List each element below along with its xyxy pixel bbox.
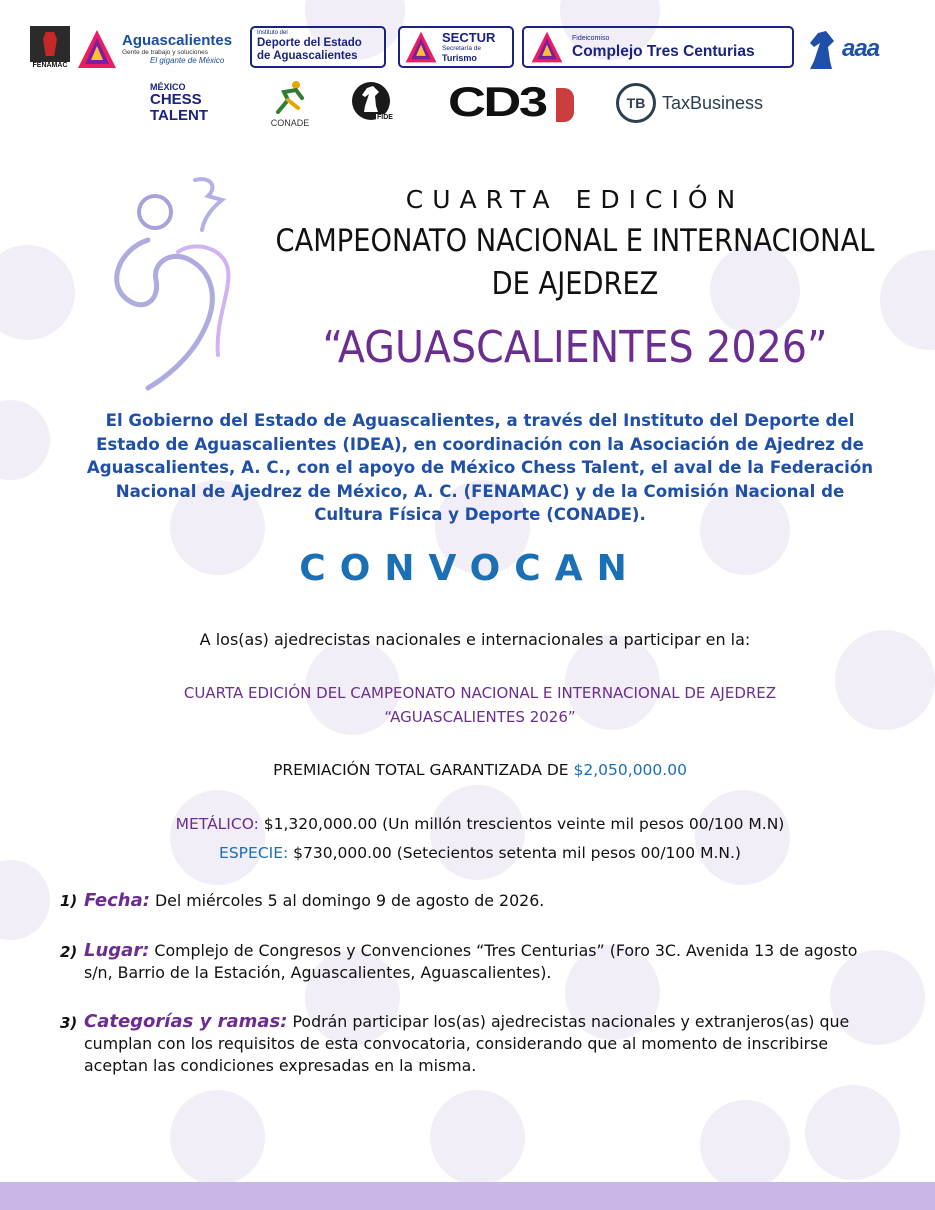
sectur-sub2: Turismo [442, 53, 477, 63]
bg-circle [0, 400, 50, 480]
fideicomiso-small: Fideicomiso [572, 35, 610, 42]
knight-icon [804, 27, 838, 71]
bg-circle [700, 1100, 790, 1190]
aguascalientes-slogan: El gigante de México [150, 56, 225, 65]
metalico-label: METÁLICO: [175, 815, 259, 833]
fideicomiso-a-icon [530, 30, 564, 64]
instituto-deporte-logo [250, 26, 386, 68]
especie-value: $730,000.00 (Setecientos setenta mil pesos 00/100 M.N.) [288, 844, 741, 862]
footer-bar [0, 1182, 935, 1210]
fenamac-label: FENAMAC [32, 62, 68, 69]
section-categorias [60, 1011, 880, 1077]
cd3-logo [448, 80, 580, 126]
prize-total [60, 761, 900, 779]
invite-text: A los(as) ajedrecistas nacionales e internacionales a participar en la: [199, 630, 751, 649]
fideicomiso-logo [522, 26, 794, 68]
bg-circle [0, 860, 50, 940]
aaa-label: aaa [842, 35, 880, 62]
cd3-label: CD3 [448, 78, 546, 125]
prize-especie [40, 844, 920, 862]
chess-figure-illustration [100, 170, 260, 395]
event-name-line1: CUARTA EDICIÓN DEL CAMPEONATO NACIONAL E INTERNACIONAL DE AJEDREZ [183, 684, 777, 702]
event-name-line2: “AGUASCALIENTES 2026” [384, 708, 576, 726]
instituto-line2: de Aguascalientes [257, 50, 358, 62]
prize-total-amount: $2,050,000.00 [573, 761, 687, 779]
prize-total-label: PREMIACIÓN TOTAL GARANTIZADA DE [273, 761, 574, 779]
fide-logo [350, 80, 410, 126]
aguascalientes-name: Aguascalientes [122, 32, 233, 49]
championship-title: CAMPEONATO NACIONAL E INTERNACIONAL [275, 223, 875, 259]
especie-label: ESPECIE: [219, 844, 289, 862]
section-number: 1) [60, 892, 78, 910]
bg-circle [430, 1090, 525, 1185]
section-text: Podrán participar los(as) ajedrecistas nacionales y extranjeros(as) que cumplan con los requisitos de esta convocatoria, considerando que al momento de inscribirse aceptan las condiciones expresadas en la misma. [84, 1012, 850, 1075]
section-number: 3) [60, 1014, 78, 1032]
fide-label: FIDE [377, 114, 393, 121]
section-heading: Lugar: [84, 940, 150, 961]
aguascalientes-a-icon [76, 28, 118, 70]
aguascalientes-tagline: Gente de trabajo y soluciones [122, 49, 208, 56]
fideicomiso-name: Complejo Tres Centurias [572, 43, 755, 60]
instituto-line1: Deporte del Estado [257, 37, 362, 49]
section-lugar [60, 940, 880, 984]
sectur-logo [398, 26, 514, 68]
metalico-value: $1,320,000.00 (Un millón trescientos veinte mil pesos 00/100 M.N) [258, 815, 785, 833]
runner-icon [270, 80, 310, 114]
bg-circle [805, 1085, 900, 1180]
sectur-a-icon [404, 30, 438, 64]
event-headline: “AGUASCALIENTES 2026” [322, 322, 828, 373]
edition-title: CUARTA EDICIÓN [405, 185, 745, 214]
prize-metalico [40, 815, 920, 833]
section-number: 2) [60, 943, 78, 961]
aguascalientes-logo [76, 28, 244, 70]
sectur-name: SECTUR [442, 30, 496, 45]
conade-label: CONADE [270, 118, 310, 128]
taxbusiness-logo [616, 80, 796, 126]
fenamac-logo [30, 26, 70, 72]
mct-line2: CHESS [150, 91, 202, 108]
sectur-sub1: Secretaría de [442, 45, 482, 52]
section-heading: Fecha: [84, 890, 150, 911]
conade-logo [262, 80, 318, 126]
section-text: Del miércoles 5 al domingo 9 de agosto de 2026. [149, 891, 545, 910]
bg-circle [695, 790, 790, 885]
instituto-small: Instituto del [257, 30, 288, 36]
taxbusiness-name: TaxBusiness [662, 92, 764, 113]
section-fecha [60, 890, 880, 912]
intro-paragraph: El Gobierno del Estado de Aguascalientes, a través del Instituto del Deporte del Estado de Aguascalientes (IDEA), en coordinación con la Asociación de Ajedrez de Aguascalientes, A. C., con el apoyo de México Chess Talent, el aval de la Federación Nacional de Ajedrez de México, A. C. (FENAMAC) y de la Comisión Nacional de Cultura Física y Deporte (CONADE). [86, 411, 874, 524]
aaa-logo [804, 26, 908, 72]
convocan-heading: CONVOCAN [299, 548, 641, 589]
bg-circle [0, 245, 75, 340]
taxbusiness-mark [616, 83, 656, 123]
championship-title-line2: DE AJEDREZ [491, 266, 659, 302]
tb-mark-label: TB [626, 95, 646, 111]
bg-circle [170, 790, 265, 885]
mexico-chess-talent-logo [150, 82, 230, 126]
bg-circle [170, 1090, 265, 1185]
section-text: Complejo de Congresos y Convenciones “Tres Centurias” (Foro 3C. Avenida 13 de agosto s/n, Barrio de la Estación, Aguascalientes, Aguascalientes). [84, 941, 858, 982]
section-heading: Categorías y ramas: [84, 1011, 288, 1032]
mct-line3: TALENT [150, 107, 209, 124]
mct-line1: MÉXICO [150, 82, 186, 92]
